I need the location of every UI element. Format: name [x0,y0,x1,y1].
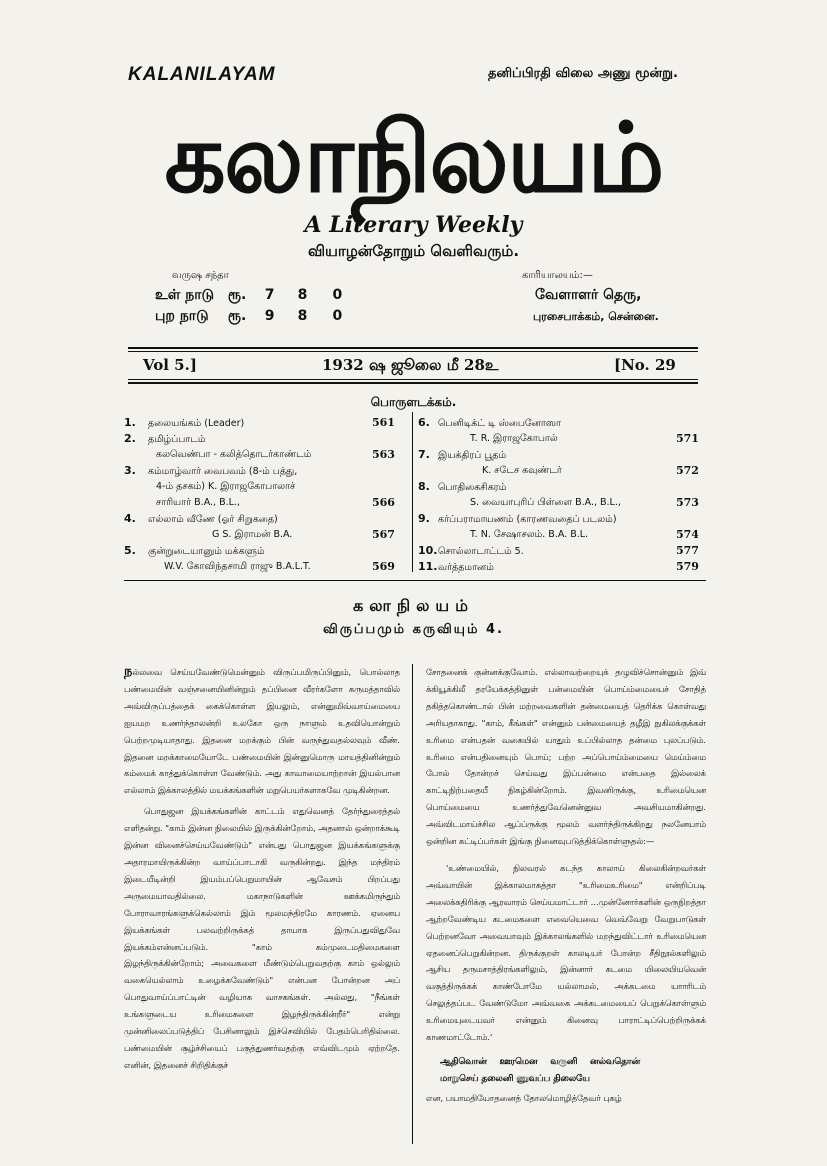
toc-entry-page: 566 [372,496,395,509]
toc-entry-title: எல்லாம் வீணே (ஓர் சிறுகதை) [148,514,278,525]
toc-entry-title: 4-ம் தசகம்) K. இராஜகோபாலாச் [156,481,296,492]
toc-entry-title: தலையங்கம் (Leader) [148,418,245,429]
paragraph-text: என, பயாமதியோதனைத் தோலமொழித்தேவர் புகழ் [426,1092,622,1103]
toc-entry-title: இயக்திரப் பூதம் [438,450,507,461]
toc-entry-page: 574 [676,528,699,541]
toc-entry-num: 8. [418,480,430,493]
toc-entry-title: கம்மாழ்வார் வைபவம் (8-ம் பத்து, [148,466,298,477]
toc-entry-num: 10. [418,544,438,557]
toc-entry-num: 5. [124,544,136,557]
toc-entry-page: 571 [676,432,699,445]
toc-entry-title: தமிழ்ப்பாடம் [148,434,206,445]
office-city: புரசைபாக்கம், சென்னை. [533,310,659,323]
drop-cap: ந [124,664,133,679]
article-subtitle: விருப்பமும் கருவியும் 4. [323,622,504,637]
sub-pies: 0 [332,308,343,324]
toc-entry-num: 7. [418,448,430,461]
issue-date: 1932 ஷ ஜூலை மீ 28உ [322,356,499,374]
toc-entry-title: S. வையாபுரிப் பிள்ளை B.A., B.L., [470,497,621,508]
toc-entry-title: பொதிகைசிகரம் [438,482,507,493]
article-paragraph [426,1090,706,1107]
paragraph-text: சோதனைக் குன்னக்குவோம். எல்லாவற்றையுக் தழுவிச்சொன்னும் இவ் க்கியூக்கிலீ தரயேக்கத்தினுள் பன்மையின் பொய்ம்மையைச் சோதித் தகித்தகொண்டால் பின் மற்றவைகளின் தன்மையைத் தெரிக்க கொள்வது அரியதாகாது. "காம், கீங்கள்" என்னும் பன்மையைத் தழீஇ நுகிலக்குக்கள் உரிமை என்பதன் வகையில் யாதும் உப்பில்லாத தன்மை புலப்படும். உரிமை என்பதினையும் பொய்; பற்ற அப்பொய்ம்மையை மெய்ம்மை போல் தோன்றச் செய்வது இப்பன்மை என்பதை இல்லைக் காட்டிநிற்பதையீ நிகழ்கின்றோம். இவனிருக்கு, உரிமையென பொய்மையை உணர்த்துவேனென்னுவ அவசியமாகின்றது. அவ்விடமாய்ச்சில ஆப்ப்ருக்கு மூலம் வளர்ந்திருக்கிறது நலனேயாம் ஒன்றின கட்டிப்பர்கள் இங்கு நினைவுபடுத்திக்கொள்ளுதல்:— [426,667,706,847]
top-rule-thin [128,351,698,352]
sub-currency: ரூ. [227,308,247,324]
article-paragraph [124,664,400,799]
toc-entry-num: 6. [418,416,430,429]
office-street: வேளாளர் தெரு, [535,287,642,303]
issue-rule [128,382,698,384]
toc-entry-page: 573 [676,496,699,509]
issue-volume: Vol 5.] [143,356,197,374]
toc-entry-title: சொல்லாடாட்டம் 5. [438,546,524,557]
top-rule [128,347,698,349]
toc-entry-title: வர்த்தமானம் [438,562,494,573]
toc-entry-title: கலவெண்பா - கலித்தொடர்காண்டம் [156,449,312,460]
toc-entry-num: 1. [124,416,136,429]
office-label: காரியாலயம்:— [522,270,593,281]
subscription-row-inland [155,287,353,305]
toc-entry-num: 4. [124,512,136,525]
toc-entry-title: குன்றுடையானும் மக்களும் [148,546,265,557]
toc-entry-title: G S. இராமன் B.A. [212,529,293,540]
toc-entry-page: 561 [372,416,395,429]
sub-place: புற நாடு [155,308,209,324]
subscription-row-foreign [155,308,353,326]
article-paragraph [426,664,706,850]
toc-entry-title: T. R. இராஜகோபால் [470,433,558,444]
masthead-title: கலாநிலயம் [164,102,663,214]
paragraph-text: ல்லவை செய்யவேண்டுமென்னும் விருப்பமிருப்பினும், பொல்லாத பண்மையின் வஞ்சனையினின்றும் தப்பினை வீரர்களோ கருமத்தாவில் அவ்விருப்பத்தைக் கைக்கொள்ள இயலும், என்னுமிவ்வாய்மையை ஐயமற உணர்ந்தாலன்றி உலகோ ஒரு நாளும் உதவியொன்றும் பெற்றமுடியாதாது. இதனை மறக்கும் பின் வருந்துவதல்லவும் வீண். இதனை மறக்காமையோடே பண்மையின் இன்னுமொரு மாயத்தினின்றும் கம்மைக் காத்துக்கொள்ள வேண்டும். அது காவாமையாற்றான் இயல்பான எல்லாம் இக்காலத்தில் மயக்கங்களின் மறுபெயர்களாகவே முடிகின்றன. [124,667,400,796]
brand-latin: KALANILAYAM [128,64,276,85]
article-paragraph [124,803,400,1074]
article-verse [426,1054,640,1088]
toc-divider [412,412,413,572]
article-quote [426,860,706,1046]
subscription-label: வருஷ சந்தா [172,270,229,281]
issue-rule-thin [128,379,698,380]
toc-entry-title: K. சடேச கவுண்டர் [482,465,562,476]
toc-entry-num: 9. [418,512,430,525]
article-column-right [426,664,706,1107]
toc-entry-title: T. N. சேஷாசலம். B.A. B.L. [470,529,589,540]
toc-entry-title: சாரியார் B.A., B.L., [156,497,240,508]
price-note: தனிப்பிரதி விலை அணு மூன்று. [488,66,678,81]
subtitle: A Literary Weekly [304,212,523,238]
toc-title: பொருளடக்கம். [370,395,457,409]
paragraph-text: பொதுஜன இயக்கங்களின் காட்டம் எதுவெனத் தேர்ந்துரைத்தல் எளிதன்று. "காம் இன்ன நிலையில் இருக்கின்றோம், அதனால் ஒன்றாக்கூடி இன்ன வினைச்செய்யவேண்டும்" என்பது பொதுஜன இயக்கங்களுக்கு அதாரமாயிருக்கின்ற வாய்ப்பாடாகி வருகின்றது. இந்த மந்திரம் இடையீடின்றி இயம்பப்பெறுமாயின் ஆவேசம் பிறப்பது அருமையாவதில்லை. மகாநாடுகளின் ஊக்கமிருந்தும் போராவாரங்களுக்கெல்லாம் இம் மூலமந்திரமே காரணம். ஏனைய இயக்கங்கள் பலவற்றிருக்கத் தாயாக இருப்பதுவிதுவே இயக்கம்என்னப்படும். "காம் கம்முடைமதிமைகளை இழந்திருக்கின்றோம்; அவைகளை மீண்டும்பெறுவதற்கு காம் ஒல்லும் வகையெல்லாம் உழைக்கவேண்டும்" என்பன போன்றன அப் பொதுவாய்ப்பாட்டின் வழியாக வாசகங்கள். அல்லது, "நீங்கள் உங்களுடைய உரிமைகளை இழந்திருக்கின்றீர்" என்று முன்னிலைப்படுத்திப் பேசினாலும் இச்செவியில் பேதம்பெரிதில்லை. பண்மையின் சூழ்ச்சியைப் பகுத்துணர்வதற்கு எவ்விடமும் ஏற்றதே. எனின், இதனைச் சிறிதிக்குச் [124,806,401,1070]
toc-entry-page: 563 [372,448,395,461]
sub-rupees: 9 [264,308,275,324]
paragraph-text: 'உண்மையில், நிலவரல் கடந்த காலாய் கிலைகின்றவர்கள் அவ்வாயின் இக்காலமாகத்தா "உரிமைஉரிமை" என்றிப்படி அலைக்கதிரிக்கு ஆரவாரம் செய்யமாட்டார் ...முன்னோர்களின் ஒருநிறத்தா ஆற்றவேண்டிய கடமைகளை எவையெவை வெவ்வேறு வேறுபாடுகள் பெற்றனவோ அவையாவும் இக்காலங்களில் மறந்துவிட்டார் உரிமையென ஏதனைப்பெறுகின்றன. திருக்குறள் காலடியர் போன்ற சீதிநூல்களிலும் ஆசிய தருமசாத்திரங்களிலும், இன்னார் கடமை யிலையியவென் வகுத்திருக்கக் காண்போமே யல்லாமல், அக்கடமை யாாரிடம் செலுத்தப்பட வேண்டுமோ அவ்வகை அக்கடமையைப் பெறுக்கொள்ளும் உரிமையுடையவர் என்னும் கினைவு பாராட்டிப்பெற்றிருக்கக் காணமாட்டோம்.' [426,862,706,1043]
verse-text: ஆதிவொன் ஊரமென வருனி னல்வதொன் மாறுசெய் தலைனி ணுவப்ப திலையே [440,1056,640,1084]
toc-entry-title: கர்ப்பராமாயணம் (காரணவதைப் படலம்) [438,514,617,525]
tagline: வியாழன்தோறும் வெளிவரும். [307,242,520,260]
toc-entry-title: W.V. கோவிந்தசாமி ராஜு B.A.L.T. [164,561,311,572]
toc-entry-page: 572 [676,464,699,477]
column-divider [412,664,413,1144]
sub-annas: 8 [297,287,308,303]
sub-pies: 0 [332,287,343,303]
issue-number: [No. 29 [614,356,676,374]
toc-entry-num: 11. [418,560,438,573]
toc-entry-page: 569 [372,560,395,573]
toc-entry-title: பெனிடிக்ட் டி ஸ்பைனோஸா [438,418,561,429]
toc-entry-page: 577 [676,544,699,557]
article-column-left [124,664,400,1074]
toc-entry-num: 3. [124,464,136,477]
toc-entry [418,558,708,576]
toc-bottom-rule [124,580,706,581]
sub-place: உள் நாடு [155,287,215,303]
article-title: கலாநிலயம் [353,596,474,615]
toc-entry-page: 579 [676,560,699,573]
sub-annas: 8 [297,308,308,324]
sub-rupees: 7 [264,287,275,303]
toc-entry [124,558,406,576]
toc-entry-page: 567 [372,528,395,541]
toc-entry-num: 2. [124,432,136,445]
sub-currency: ரூ. [227,287,247,303]
